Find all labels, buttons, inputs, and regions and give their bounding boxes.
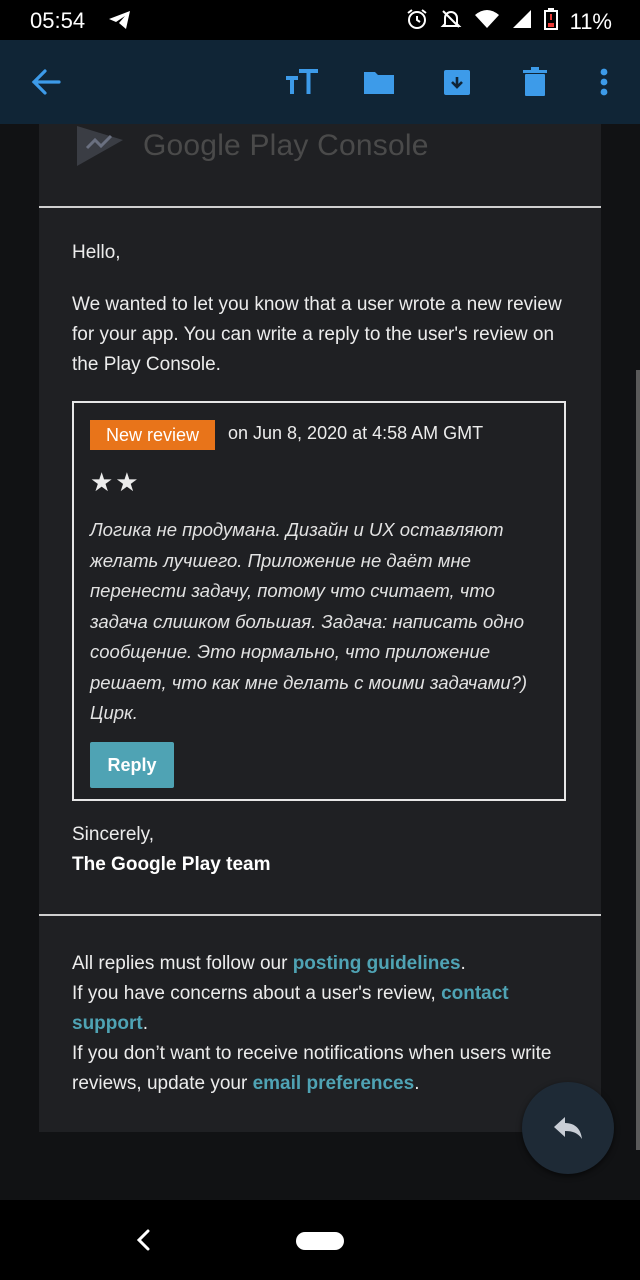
contact-support-link[interactable]: contact support — [72, 983, 509, 1034]
system-nav-bar — [0, 1200, 640, 1280]
posting-guidelines-link[interactable]: posting guidelines — [292, 953, 461, 974]
review-box — [72, 401, 566, 801]
team-signature: The Google Play team — [72, 854, 271, 875]
telegram-icon — [108, 10, 132, 36]
footer-line3: If you don’t want to receive notifications when users write reviews, update your — [72, 1043, 552, 1094]
footer-line2: If you have concerns about a user's review, — [72, 983, 442, 1004]
footer-punct: . — [414, 1073, 420, 1094]
star-rating: ★★ — [90, 467, 141, 497]
app-toolbar — [0, 40, 640, 124]
logo-text: Google Play Console — [143, 129, 429, 162]
review-text: Логика не продумана. Дизайн и UX оставляют желать лучшего. Приложение не даёт мне перенести задачу, потому что считает, что задача слишком большая. Задача: написать одно сообщение. Это нормально, что приложение решает, что как мне делать с моими задачами?) Цирк. — [90, 519, 528, 723]
nav-back-icon[interactable] — [128, 1222, 158, 1258]
divider — [39, 914, 601, 916]
folder-icon[interactable] — [357, 60, 401, 104]
greeting: Hello, — [72, 242, 121, 263]
play-console-logo — [75, 124, 429, 174]
email-body[interactable] — [0, 124, 640, 1200]
reply-icon — [553, 1116, 583, 1140]
email-card — [39, 124, 601, 1132]
email-preferences-link[interactable]: email preferences — [252, 1073, 415, 1094]
signal-icon — [512, 9, 532, 35]
alarm-icon — [406, 8, 428, 36]
reply-fab[interactable] — [522, 1082, 614, 1174]
status-icons — [406, 8, 612, 36]
wifi-icon — [474, 9, 500, 35]
trash-icon[interactable] — [513, 60, 557, 104]
intro-text: We wanted to let you know that a user wrote a new review for your app. You can write a reply to the user's review on the Play Console. — [72, 294, 562, 375]
back-arrow-icon[interactable] — [24, 60, 68, 104]
status-bar — [0, 0, 640, 40]
archive-icon[interactable] — [435, 60, 479, 104]
sign-off: Sincerely, — [72, 824, 155, 845]
play-console-logo-icon — [75, 124, 125, 168]
reply-button[interactable]: Reply — [90, 742, 174, 788]
divider — [39, 206, 601, 208]
battery-percentage: 11% — [569, 9, 612, 34]
battery-low-icon — [544, 8, 558, 36]
new-review-badge: New review — [90, 420, 215, 450]
status-time: 05:54 — [30, 8, 86, 33]
scrollbar[interactable] — [636, 370, 640, 1150]
footer-punct: . — [460, 953, 466, 974]
text-size-icon[interactable] — [280, 60, 324, 104]
nav-home-pill[interactable] — [296, 1232, 344, 1250]
notifications-off-icon — [440, 8, 462, 36]
review-date: on Jun 8, 2020 at 4:58 AM GMT — [228, 423, 484, 443]
footer-line1: All replies must follow our — [72, 953, 293, 974]
footer-text — [72, 949, 582, 1099]
more-vert-icon[interactable] — [582, 60, 626, 104]
footer-punct: . — [142, 1013, 148, 1034]
